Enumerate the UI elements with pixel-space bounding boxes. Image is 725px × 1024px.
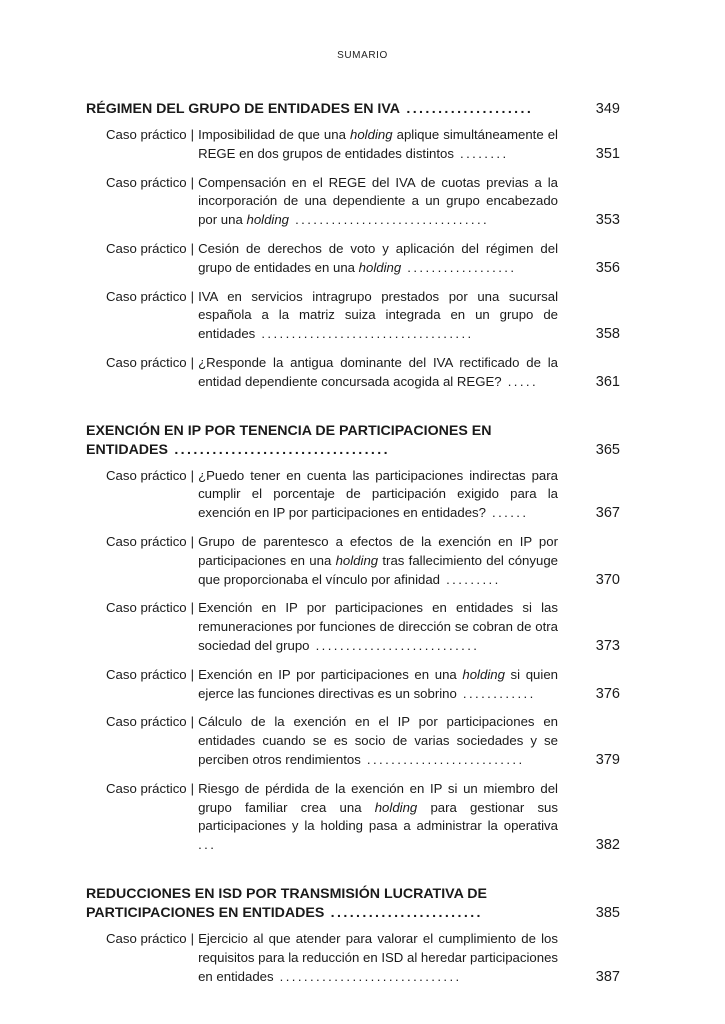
separator: | bbox=[190, 666, 195, 682]
toc-entry[interactable] bbox=[106, 930, 620, 986]
separator: | bbox=[190, 533, 195, 549]
entry-text-pre: Compensación en el REGE del IVA de cuotas previas a la incorporación de una dependiente a un grupo encabezado por una bbox=[198, 174, 558, 228]
leader-dots: ................................ bbox=[289, 212, 490, 228]
separator: | bbox=[190, 780, 195, 796]
section-title[interactable] bbox=[86, 100, 620, 119]
toc-entry[interactable] bbox=[106, 599, 620, 655]
entry-label: Caso práctico bbox=[106, 714, 187, 730]
entry-text bbox=[198, 533, 620, 589]
entry-label: Caso práctico bbox=[106, 600, 187, 616]
entry-text bbox=[198, 467, 620, 523]
entry-label: Caso práctico bbox=[106, 666, 187, 682]
entry-text-pre: ¿Puedo tener en cuenta las participaciones indirectas para cumplir el porcentaje de participación exigido para la exención en IP por participaciones en entidades? bbox=[198, 467, 558, 521]
entry-label: Caso práctico bbox=[106, 780, 187, 796]
page-number: 361 bbox=[595, 373, 620, 390]
entry-text-pre: Grupo de parentesco a efectos de la exención en IP por participaciones en una bbox=[198, 533, 558, 568]
page-number: 373 bbox=[595, 637, 620, 654]
page-number: 370 bbox=[595, 571, 620, 588]
entry-text-italic: holding bbox=[246, 212, 290, 228]
separator: | bbox=[190, 174, 195, 190]
leader-dots: .................................. bbox=[167, 441, 390, 458]
leader-dots: ... bbox=[198, 837, 217, 853]
page-number: 379 bbox=[595, 751, 620, 768]
toc-entry[interactable] bbox=[106, 713, 620, 769]
section-title-text: RÉGIMEN DEL GRUPO DE ENTIDADES EN IVA bbox=[86, 101, 401, 117]
entry-text-pre: Cálculo de la exención en el IP por participaciones en entidades cuando se es socio de varias sociedades y se perciben otros rendimientos bbox=[198, 714, 558, 767]
page-number: 358 bbox=[595, 326, 620, 343]
entry-text-pre: ¿Responde la antigua dominante del IVA rectificado de la entidad dependiente concursada acogida al REGE? bbox=[198, 354, 558, 389]
entry-label: Caso práctico bbox=[106, 533, 187, 549]
entry-text-italic: holding bbox=[358, 259, 402, 275]
leader-dots: ........................ bbox=[324, 904, 483, 921]
leader-dots: ...... bbox=[485, 505, 529, 521]
separator: | bbox=[190, 600, 195, 616]
section-title[interactable] bbox=[86, 885, 620, 923]
separator: | bbox=[190, 127, 195, 142]
page-number: 385 bbox=[595, 904, 620, 921]
leader-dots: ........................... bbox=[309, 637, 480, 653]
entry-label: Caso práctico bbox=[106, 240, 187, 256]
toc-entry[interactable] bbox=[106, 354, 620, 392]
entry-text-pre: IVA en servicios intragrupo prestados por una sucursal española a la matriz suiza integrada en un grupo de entidades bbox=[198, 288, 558, 342]
entry-text-italic: holding bbox=[462, 666, 505, 682]
entry-label: Caso práctico bbox=[106, 467, 187, 483]
entry-text bbox=[198, 666, 620, 704]
page-number: 367 bbox=[595, 505, 620, 522]
entry-text bbox=[198, 174, 620, 230]
entry-text bbox=[198, 713, 620, 769]
separator: | bbox=[190, 288, 195, 304]
page-header: SUMARIO bbox=[337, 50, 388, 61]
page-number: 365 bbox=[595, 441, 620, 458]
entry-text-pre: Imposibilidad de que una bbox=[198, 127, 351, 142]
section-title[interactable] bbox=[86, 422, 620, 460]
page-number: 382 bbox=[595, 837, 620, 854]
entry-text-pre: Riesgo de pérdida de la exención en IP si un miembro del grupo familiar crea una bbox=[198, 780, 558, 815]
entry-label: Caso práctico bbox=[106, 288, 187, 304]
entry-text bbox=[198, 930, 620, 986]
separator: | bbox=[190, 467, 195, 483]
leader-dots: ........ bbox=[453, 145, 509, 161]
entry-text-pre: Exención en IP por participaciones en entidades si las remuneraciones por funciones de dirección se cobran de otra sociedad del grupo bbox=[198, 600, 558, 653]
toc-section bbox=[86, 885, 620, 986]
page-number: 349 bbox=[595, 101, 620, 117]
entry-text bbox=[198, 354, 620, 392]
toc-entry[interactable] bbox=[106, 174, 620, 230]
separator: | bbox=[190, 930, 195, 946]
toc-entry[interactable] bbox=[106, 126, 620, 164]
entry-label: Caso práctico bbox=[106, 354, 187, 370]
entry-label: Caso práctico bbox=[106, 127, 187, 142]
entry-label: Caso práctico bbox=[106, 930, 187, 946]
toc-section bbox=[86, 100, 620, 392]
entry-text-post: si quien ejerce las funciones directivas es un sobrino bbox=[198, 666, 558, 701]
entry-text-post: aplique simultáneamente el REGE en dos grupos de entidades distintos bbox=[198, 127, 558, 161]
entry-text-italic: holding bbox=[335, 552, 379, 568]
leader-dots: ..... bbox=[501, 373, 539, 389]
section-title-text: EXENCIÓN EN IP POR TENENCIA DE PARTICIPACIONES EN ENTIDADES bbox=[86, 422, 492, 458]
leader-dots: .................... bbox=[400, 101, 534, 117]
separator: | bbox=[190, 714, 195, 730]
entry-text-pre: Ejercicio al que atender para valorar el cumplimiento de los requisitos para la reducción en ISD al heredar participaciones en entidades bbox=[198, 930, 559, 984]
separator: | bbox=[190, 354, 195, 370]
entry-text bbox=[198, 240, 620, 278]
page-number: 387 bbox=[595, 968, 620, 985]
section-title-text: REDUCCIONES EN ISD POR TRANSMISIÓN LUCRATIVA DE PARTICIPACIONES EN ENTIDADES bbox=[86, 885, 487, 921]
leader-dots: ......... bbox=[440, 571, 501, 587]
entry-text-post: para gestionar sus participaciones y la holding pasa a administrar la operativa bbox=[198, 799, 558, 834]
entry-text bbox=[198, 599, 620, 655]
leader-dots: ................................... bbox=[255, 326, 474, 342]
toc-entry[interactable] bbox=[106, 467, 620, 523]
leader-dots: .................. bbox=[401, 259, 517, 275]
entry-text-italic: holding bbox=[350, 127, 393, 142]
leader-dots: ............ bbox=[456, 685, 536, 701]
toc-entry[interactable] bbox=[106, 240, 620, 278]
page-number: 351 bbox=[595, 145, 620, 162]
entry-text bbox=[198, 288, 620, 344]
page-number: 353 bbox=[595, 212, 620, 229]
entry-text-post: tras fallecimiento del cónyuge que proporcionaba el vínculo por afinidad bbox=[198, 552, 558, 587]
entry-label: Caso práctico bbox=[106, 174, 187, 190]
toc-entry[interactable] bbox=[106, 666, 620, 704]
table-of-contents bbox=[86, 100, 620, 1016]
toc-section bbox=[86, 422, 620, 855]
leader-dots: .............................. bbox=[273, 968, 462, 984]
entry-text bbox=[198, 126, 620, 164]
page-number: 356 bbox=[595, 259, 620, 276]
entry-text-italic: holding bbox=[374, 799, 418, 815]
leader-dots: .......................... bbox=[360, 751, 525, 767]
page-number: 376 bbox=[595, 685, 620, 702]
entry-text bbox=[198, 780, 620, 855]
toc-entry[interactable] bbox=[106, 288, 620, 344]
entry-text-pre: Cesión de derechos de voto y aplicación del régimen del grupo de entidades en una bbox=[198, 240, 558, 275]
entry-text-pre: Exención en IP por participaciones en una bbox=[198, 666, 463, 682]
toc-entry[interactable] bbox=[106, 533, 620, 589]
toc-entry[interactable] bbox=[106, 780, 620, 855]
separator: | bbox=[190, 240, 195, 256]
